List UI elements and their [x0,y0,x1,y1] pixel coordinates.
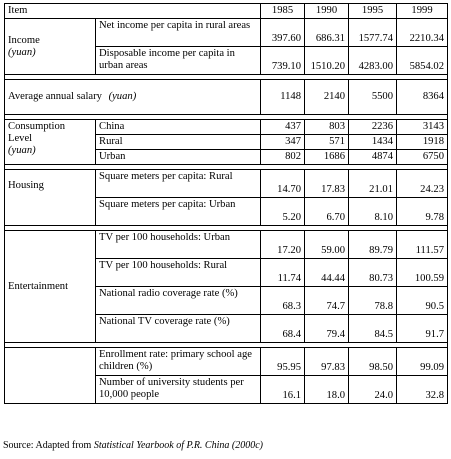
category-label: Consumption [8,121,66,132]
value-cell: 89.79 [349,231,397,259]
value-cell: 79.4 [305,315,349,343]
row-description: Square meters per capita: Urban [96,198,261,226]
value-cell: 8.10 [349,198,397,226]
header-year: 1999 [397,4,448,19]
row-description: Urban [96,150,261,165]
table-row [5,348,448,376]
value-cell: 1918 [397,135,448,150]
value-cell: 78.8 [349,287,397,315]
category-label: Entertainment [8,280,69,292]
value-cell: 16.1 [261,376,305,404]
row-description: China [96,120,261,135]
value-cell: 2140 [305,80,349,115]
value-cell: 571 [305,135,349,150]
table-row [5,80,448,115]
value-cell: 98.50 [349,348,397,376]
value-cell: 5854.02 [397,47,448,75]
value-cell: 68.4 [261,315,305,343]
value-cell: 2236 [349,120,397,135]
row-description: TV per 100 households: Urban [96,231,261,259]
table-row [5,231,448,259]
value-cell: 1686 [305,150,349,165]
value-cell: 802 [261,150,305,165]
value-cell: 74.7 [305,287,349,315]
value-cell: 4283.00 [349,47,397,75]
value-cell: 397.60 [261,19,305,47]
value-cell: 5500 [349,80,397,115]
value-cell: 44.44 [305,259,349,287]
value-cell: 14.70 [261,170,305,198]
header-year: 1990 [305,4,349,19]
value-cell: 9.78 [397,198,448,226]
value-cell: 17.20 [261,231,305,259]
value-cell: 99.09 [397,348,448,376]
row-description: Enrollment rate: primary school age children (%) [96,348,261,376]
value-cell: 32.8 [397,376,448,404]
value-cell: 80.73 [349,259,397,287]
row-description: Square meters per capita: Rural [96,170,261,198]
value-cell: 3143 [397,120,448,135]
value-cell: 84.5 [349,315,397,343]
row-description: Number of university students per 10,000 people [96,376,261,404]
value-cell: 100.59 [397,259,448,287]
value-cell: 90.5 [397,287,448,315]
source-note [3,440,263,452]
value-cell: 97.83 [305,348,349,376]
row-description: Net income per capita in rural areas [96,19,261,47]
category-unit: (yuan) [108,91,137,102]
row-description: Disposable income per capita in urban areas [96,47,261,75]
value-cell: 1434 [349,135,397,150]
value-cell: 1510.20 [305,47,349,75]
value-cell: 91.7 [397,315,448,343]
row-description: National radio coverage rate (%) [96,287,261,315]
salary-label-cell [5,80,261,115]
value-cell: 2210.34 [397,19,448,47]
table-row [5,120,448,135]
value-cell: 8364 [397,80,448,115]
row-description: National TV coverage rate (%) [96,315,261,343]
value-cell: 803 [305,120,349,135]
category-income [5,19,96,75]
value-cell: 59.00 [305,231,349,259]
value-cell: 24.0 [349,376,397,404]
category-label: Level [8,133,33,144]
value-cell: 5.20 [261,198,305,226]
value-cell: 111.57 [397,231,448,259]
category-unit: (yuan) [8,145,36,156]
table-row [5,170,448,198]
category-label: Housing [8,180,44,191]
value-cell: 18.0 [305,376,349,404]
value-cell: 24.23 [397,170,448,198]
category-entertainment [5,231,96,343]
category-education [5,348,96,404]
row-description: TV per 100 households: Rural [96,259,261,287]
value-cell: 17.83 [305,170,349,198]
source-prefix: Source: Adapted from [3,440,94,451]
header-row [5,4,448,19]
header-year: 1985 [261,4,305,19]
value-cell: 6.70 [305,198,349,226]
category-consumption [5,120,96,165]
value-cell: 347 [261,135,305,150]
value-cell: 686.31 [305,19,349,47]
table-row [5,19,448,47]
category-label: Average annual salary [8,91,102,102]
header-year: 1995 [349,4,397,19]
value-cell: 1577.74 [349,19,397,47]
header-item: Item [5,4,261,19]
value-cell: 6750 [397,150,448,165]
value-cell: 4874 [349,150,397,165]
value-cell: 739.10 [261,47,305,75]
value-cell: 11.74 [261,259,305,287]
category-label: Income [8,34,40,46]
value-cell: 1148 [261,80,305,115]
value-cell: 21.01 [349,170,397,198]
statistics-table [4,3,448,404]
value-cell: 437 [261,120,305,135]
category-unit: (yuan) [8,46,36,58]
value-cell: 95.95 [261,348,305,376]
category-housing [5,170,96,226]
source-title: Statistical Yearbook of P.R. China (2000c) [93,440,263,451]
row-description: Rural [96,135,261,150]
value-cell: 68.3 [261,287,305,315]
